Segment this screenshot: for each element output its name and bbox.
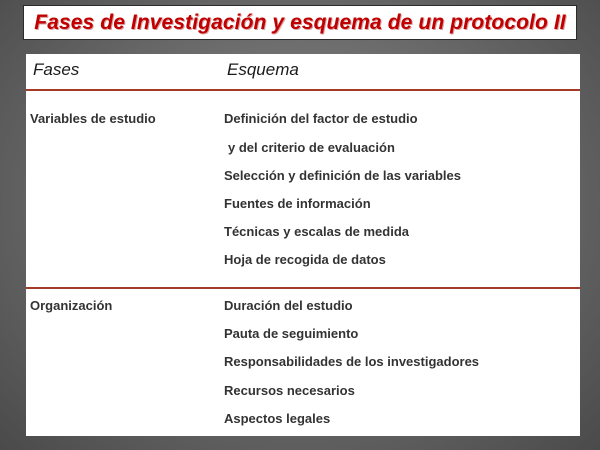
schema-item: Técnicas y escalas de medida bbox=[224, 224, 409, 239]
schema-item: y del criterio de evaluación bbox=[228, 140, 395, 155]
phase-organizacion: Organización bbox=[30, 298, 113, 313]
schema-item: Fuentes de información bbox=[224, 196, 371, 211]
slide-title: Fases de Investigación y esquema de un protocolo II bbox=[34, 10, 566, 34]
protocol-table bbox=[26, 54, 580, 436]
header-schema: Esquema bbox=[227, 60, 299, 79]
schema-item: Pauta de seguimiento bbox=[224, 326, 359, 341]
header-phases: Fases bbox=[33, 60, 80, 79]
schema-item: Responsabilidades de los investigadores bbox=[224, 354, 480, 369]
phase-variables-de-estudio: Variables de estudio bbox=[30, 111, 156, 126]
schema-item: Duración del estudio bbox=[224, 298, 353, 313]
slide-title-box bbox=[23, 5, 577, 40]
schema-item: Hoja de recogida de datos bbox=[224, 252, 386, 267]
schema-item: Aspectos legales bbox=[224, 411, 331, 426]
schema-item: Selección y definición de las variables bbox=[224, 168, 461, 183]
schema-item: Recursos necesarios bbox=[224, 383, 355, 398]
header-divider bbox=[26, 89, 580, 91]
schema-item: Definición del factor de estudio bbox=[224, 111, 418, 126]
row-divider bbox=[26, 287, 580, 289]
